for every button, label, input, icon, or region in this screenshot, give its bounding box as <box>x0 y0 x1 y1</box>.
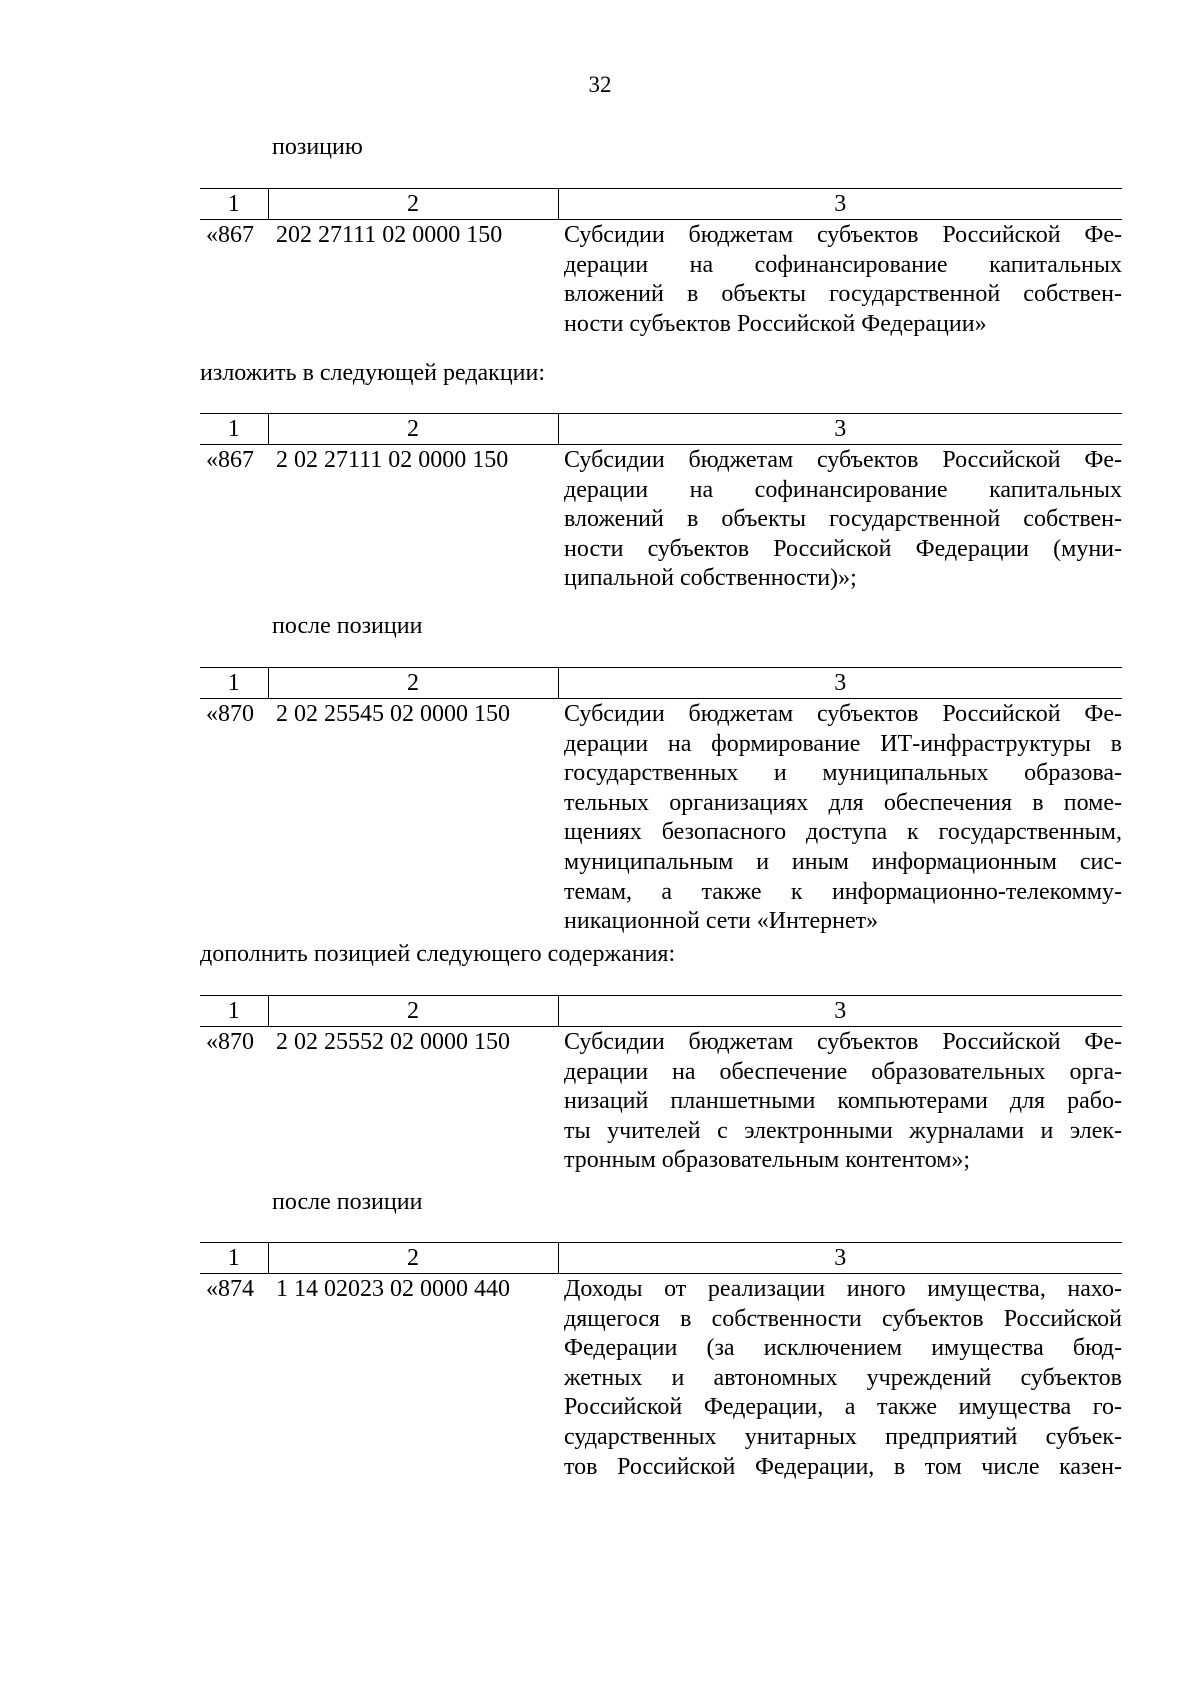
description-cell <box>558 699 1122 937</box>
table-row <box>200 445 1122 594</box>
budget-code-cell: 1 14 02023 02 0000 440 <box>276 1276 510 1302</box>
description-line: ности субъектов Российской Федерации (муни- <box>564 535 1122 562</box>
description-cell <box>558 445 1122 594</box>
column-header: 1 <box>200 414 268 445</box>
amendment-table <box>200 667 1122 937</box>
description-line: муниципальным и иным информационным сис- <box>564 848 1122 875</box>
table-header-row <box>200 668 1122 699</box>
admin-code-cell: «874 <box>206 1276 254 1302</box>
column-header: 3 <box>558 668 1122 699</box>
description-cell <box>558 1274 1122 1483</box>
description-line: Субсидии бюджетам субъектов Российской Фе- <box>564 447 1122 473</box>
description-line: ности субъектов Российской Федерации» <box>564 310 987 337</box>
column-header: 1 <box>200 996 268 1027</box>
description-line: тельных организациях для обеспечения в поме- <box>564 789 1122 816</box>
description-line: дерации на софинансирование капитальных <box>564 251 1122 278</box>
column-header: 1 <box>200 1243 268 1274</box>
column-header: 1 <box>200 668 268 699</box>
column-header: 3 <box>558 996 1122 1027</box>
description-line: Российской Федерации, а также имущества го- <box>564 1394 1122 1421</box>
table-header-row <box>200 1243 1122 1274</box>
budget-code-cell: 202 27111 02 0000 150 <box>276 222 503 248</box>
admin-code-cell: «870 <box>206 701 254 727</box>
description-line: Субсидии бюджетам субъектов Российской Фе- <box>564 222 1122 248</box>
amendment-table <box>200 1242 1122 1482</box>
budget-code-cell: 2 02 27111 02 0000 150 <box>276 447 509 473</box>
column-header: 3 <box>558 1243 1122 1274</box>
description-line: никационной сети «Интернет» <box>564 908 879 935</box>
amendment-table <box>200 413 1122 594</box>
description-line: Федерации (за исключением имущества бюд- <box>564 1335 1122 1362</box>
intro-text: дополнить позицией следующего содержания: <box>200 941 676 967</box>
description-line: жетных и автономных учреждений субъектов <box>564 1364 1122 1391</box>
table-header-row <box>200 189 1122 220</box>
admin-code-cell: «867 <box>206 447 254 473</box>
description-cell <box>558 1027 1122 1176</box>
description-line: дерации на формирование ИТ-инфраструктуры в <box>564 730 1122 757</box>
description-line: Доходы от реализации иного имущества, нахо- <box>564 1276 1122 1302</box>
description-line: дерации на софинансирование капитальных <box>564 476 1122 503</box>
column-header: 3 <box>558 189 1122 220</box>
description-line: вложений в объекты государственной собствен- <box>564 281 1122 308</box>
description-line: низаций планшетными компьютерами для рабо- <box>564 1088 1122 1115</box>
table-row <box>200 220 1122 340</box>
description-line: Субсидии бюджетам субъектов Российской Фе- <box>564 1029 1122 1055</box>
budget-code-cell: 2 02 25552 02 0000 150 <box>276 1029 510 1055</box>
description-line: Субсидии бюджетам субъектов Российской Фе- <box>564 701 1122 727</box>
description-cell <box>558 220 1122 340</box>
intro-text: изложить в следующей редакции: <box>200 360 546 386</box>
description-line: дящегося в собственности субъектов Российской <box>564 1305 1122 1332</box>
intro-text: позицию <box>272 134 363 160</box>
description-line: щениях безопасного доступа к государственным, <box>564 819 1122 846</box>
description-line: темам, а также к информационно-телекомму- <box>564 878 1122 905</box>
description-line: ты учителей с электронными журналами и элек- <box>564 1117 1122 1144</box>
description-line: вложений в объекты государственной собствен- <box>564 506 1122 533</box>
table-row <box>200 1274 1122 1483</box>
amendment-table <box>200 995 1122 1176</box>
budget-code-cell: 2 02 25545 02 0000 150 <box>276 701 510 727</box>
admin-code-cell: «870 <box>206 1029 254 1055</box>
column-header: 1 <box>200 189 268 220</box>
amendment-table <box>200 188 1122 339</box>
description-line: тов Российской Федерации, в том числе казен- <box>564 1453 1122 1480</box>
column-header: 2 <box>268 996 558 1027</box>
description-line: государственных и муниципальных образова- <box>564 760 1122 787</box>
table-row <box>200 699 1122 937</box>
table-row <box>200 1027 1122 1176</box>
description-line: тронным образовательным контентом»; <box>564 1147 971 1174</box>
description-line: ципальной собственности)»; <box>564 565 857 592</box>
intro-text: после позиции <box>272 1189 423 1215</box>
admin-code-cell: «867 <box>206 222 254 248</box>
table-header-row <box>200 996 1122 1027</box>
description-line: дерации на обеспечение образовательных орга- <box>564 1058 1122 1085</box>
column-header: 3 <box>558 414 1122 445</box>
column-header: 2 <box>268 668 558 699</box>
column-header: 2 <box>268 414 558 445</box>
intro-text: после позиции <box>272 613 423 639</box>
column-header: 2 <box>268 189 558 220</box>
column-header: 2 <box>268 1243 558 1274</box>
table-header-row <box>200 414 1122 445</box>
page-number: 32 <box>588 72 612 97</box>
description-line: сударственных унитарных предприятий субъек- <box>564 1423 1122 1450</box>
